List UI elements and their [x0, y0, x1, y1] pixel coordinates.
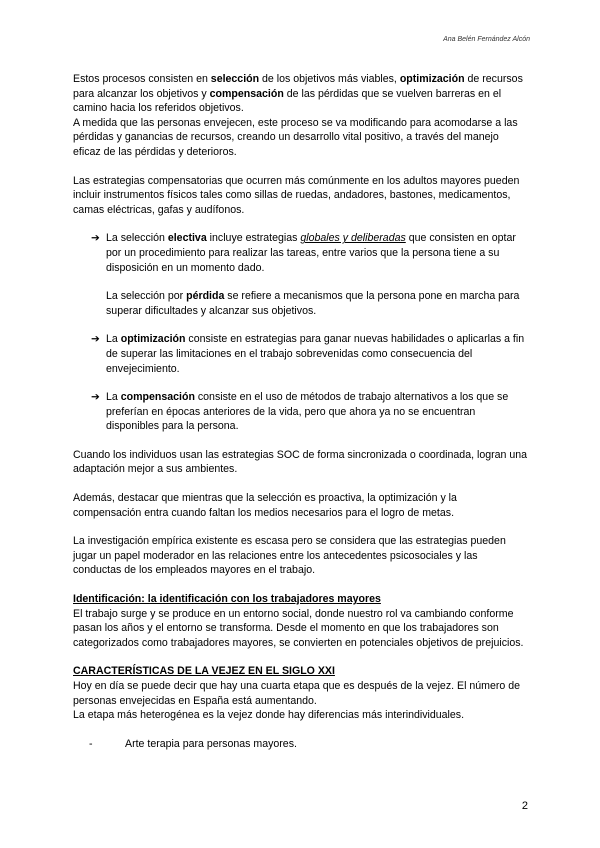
- text: La: [106, 391, 121, 404]
- document-body: [73, 72, 528, 751]
- list-item: [91, 231, 528, 275]
- text: de los objetivos más viables,: [259, 73, 400, 85]
- text: de recursos para alcanzar los objetivos y: [73, 73, 523, 100]
- text: incluye estrategias: [206, 232, 301, 245]
- bold-term: electiva: [167, 232, 207, 245]
- text: La selección por: [106, 290, 187, 303]
- text: Estos procesos consisten en: [73, 73, 211, 85]
- paragraph-fourth-stage: Hoy en día se puede decir que hay una cuarta etapa que es después de la vejez. El número de personas envejecidas en España está aumentando.: [73, 680, 521, 707]
- bold-term: pérdida: [186, 290, 225, 303]
- paragraph-proactive: Además, destacar que mientras que la selección es proactiva, la optimización y la compensación entra cuando faltan los medios necesarios para el logro de metas.: [73, 492, 457, 519]
- paragraph-soc-processes: [73, 72, 528, 116]
- bold-term: optimización: [120, 333, 186, 346]
- paragraph-identification: El trabajo surge y se produce en un entorno social, donde nuestro rol va cambiando conforme pasan los años y el entorno se transforma. Desde el momento en que los trabajadores son categorizados como trabajadores mayores, se convierten en potenciales objetivos de prejuicios.: [73, 607, 524, 649]
- paragraph-aging-process: A medida que las personas envejecen, este proceso se va modificando para acomodarse a las pérdidas y ganancias de recursos, creando un desarrollo vital positivo, a través del manejo eficaz de las pérdidas y deterioros.: [73, 116, 518, 158]
- bold-term: compensación: [209, 87, 284, 100]
- section-heading: CARACTERÍSTICAS DE LA VEJEZ EN EL SIGLO XXI: [73, 665, 335, 678]
- dash-bullet: -: [89, 737, 93, 750]
- text: se refiere a mecanismos que la persona pone en marcha para superar dificultades y alcanzar sus objetivos.: [106, 290, 520, 317]
- text: de las pérdidas que se vuelven barreras en el camino hacia los referidos objetivos.: [73, 87, 502, 115]
- text: La: [106, 333, 121, 346]
- paragraph-heterogeneous: La etapa más heterogénea es la vejez donde hay diferencias más interindividuales.: [73, 709, 465, 722]
- list-item: [91, 332, 528, 376]
- paragraph-research: La investigación empírica existente es escasa pero se considera que las estrategias pueden jugar un papel moderador en las relaciones entre los antecedentes psicosociales y las conductas de los empleados mayores en el trabajo.: [73, 535, 506, 577]
- arrow-bullet-icon: ➔: [91, 333, 100, 346]
- paragraph-soc-usage: Cuando los individuos usan las estrategias SOC de forma sincronizada o coordinada, logran una adaptación mejor a sus ambientes.: [73, 448, 528, 476]
- paragraph-compensatory-strategies: Las estrategias compensatorias que ocurren más comúnmente en los adultos mayores pueden incluir instrumentos físicos tales como sillas de ruedas, andadores, bastones, medicamentos, camas eléctricas, gafas y audífonos.: [73, 174, 520, 216]
- text: que consisten en optar por un procedimiento para realizar las tareas, entre varios que la persona tiene a su disposición en un momento dado.: [106, 232, 516, 274]
- bold-term: optimización: [399, 73, 465, 85]
- arrow-bullet-icon: ➔: [91, 391, 100, 404]
- text: La selección: [106, 232, 168, 245]
- bold-term: selección: [210, 73, 260, 85]
- arrow-bullet-icon: ➔: [91, 232, 100, 245]
- text: consiste en el uso de métodos de trabajo alternativos a los que se preferían en épocas anteriores de la vida, pero que ahora ya no se encuentran disponibles para la persona.: [106, 391, 509, 433]
- author-header: Ana Belén Fernández Alcón: [443, 36, 530, 43]
- underlined-term: globales y deliberadas: [300, 232, 406, 245]
- list-item: [91, 390, 528, 434]
- bold-term: compensación: [120, 391, 195, 404]
- list-item-continuation: [91, 289, 528, 318]
- page-number: 2: [521, 800, 528, 812]
- strategy-list: [91, 231, 528, 434]
- list-item: [89, 737, 528, 752]
- text: consiste en estrategias para ganar nuevas habilidades o aplicarlas a fin de superar las limitaciones en el trabajo sobrevenidas como consecuencia del envejecimiento.: [106, 333, 525, 375]
- section-heading: Identificación: la identificación con los trabajadores mayores: [73, 593, 381, 606]
- list-item-text: Arte terapia para personas mayores.: [125, 737, 297, 750]
